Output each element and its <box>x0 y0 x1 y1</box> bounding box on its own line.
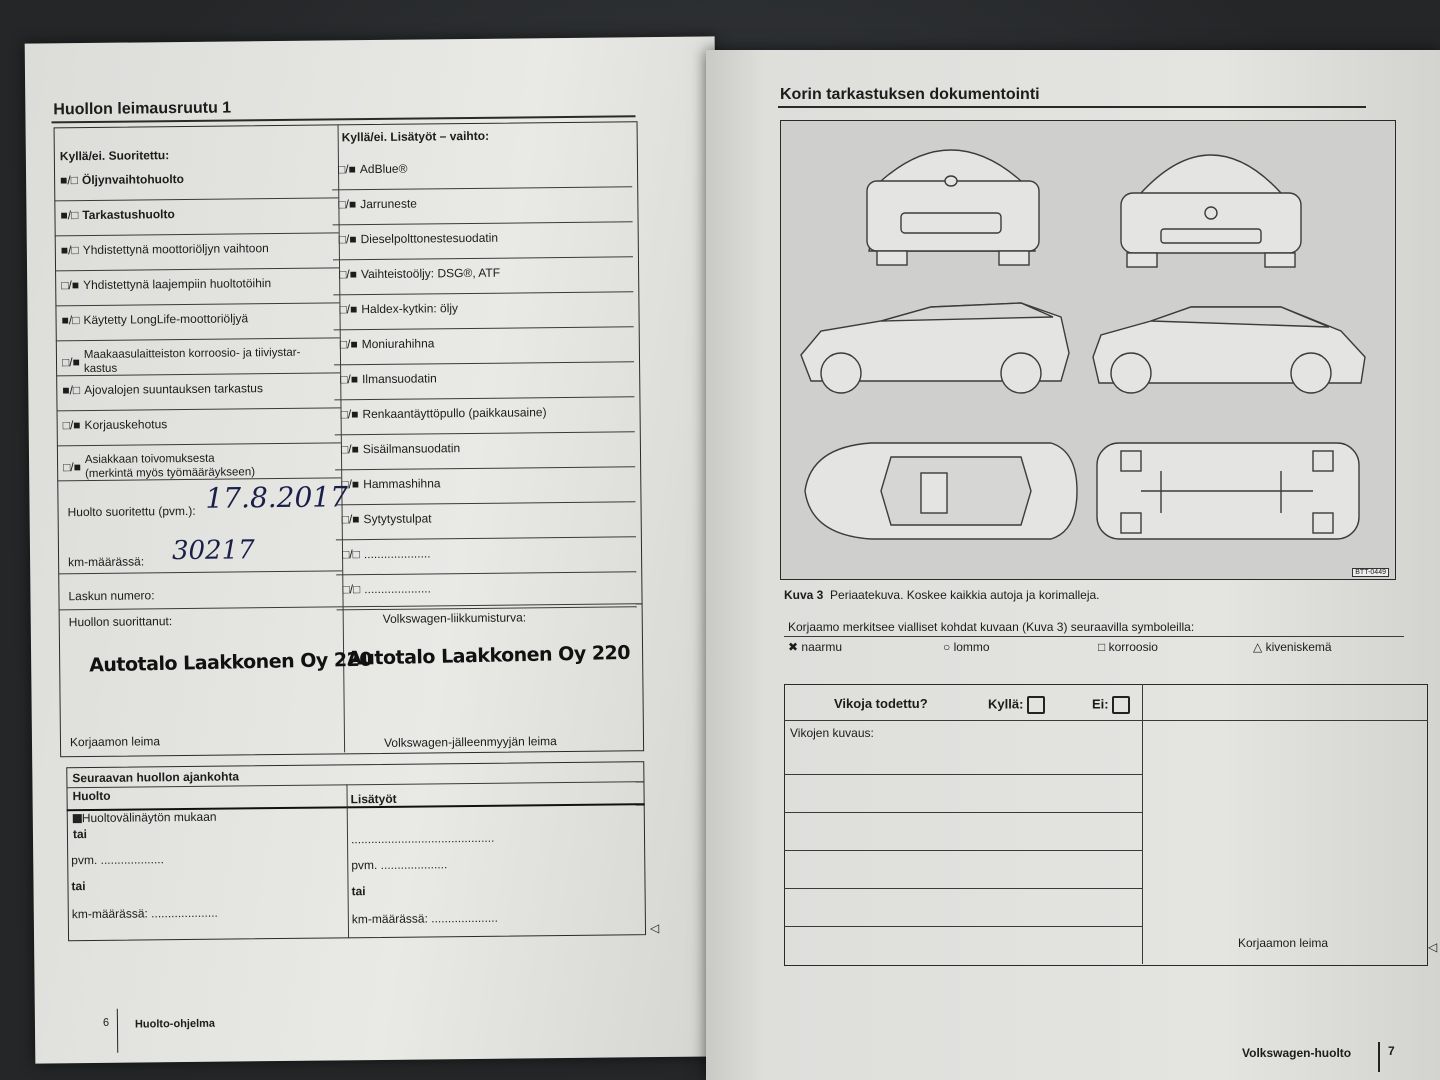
right-footer: Volkswagen-huolto <box>1242 1046 1352 1060</box>
col1-header: Kyllä/ei. Suoritettu: <box>59 148 170 164</box>
checkbox-pair[interactable]: □/■ <box>61 278 80 293</box>
col2-item <box>339 301 458 316</box>
symbol-label: korroosio <box>1108 640 1158 654</box>
next-dots: ........................................... <box>350 830 495 847</box>
next-date: pvm. ................... <box>71 852 164 868</box>
col2-item <box>341 441 460 456</box>
symbols-intro: Korjaamo merkitsee vialliset kohdat kuvaan (Kuva 3) seuraavilla symboleilla: <box>788 620 1195 634</box>
symbol-label: naarmu <box>801 640 843 654</box>
checkbox-pair[interactable]: □/■ <box>337 162 356 177</box>
col2-item <box>340 336 435 351</box>
col1-item <box>62 346 301 376</box>
km-value: 30217 <box>171 535 255 567</box>
checkbox-pair[interactable]: □/■ <box>341 477 360 492</box>
col1-item <box>62 381 263 397</box>
invoice-label: Laskun numero: <box>68 588 155 604</box>
left-footer: Huolto-ohjelma <box>134 1017 216 1031</box>
dealer-stamp: Autotalo Laakkonen Oy 220 <box>346 641 631 670</box>
col2-label: Sisäilmansuodatin <box>362 441 461 457</box>
yes-text: Kyllä: <box>988 696 1024 712</box>
row-line <box>784 888 1142 889</box>
caption-text: Periaatekuva. Koskee kaikkia autoja ja korimalleja. <box>830 588 1100 602</box>
checkbox-pair[interactable]: □/■ <box>338 197 357 212</box>
symbol-label: lommo <box>953 640 990 654</box>
row-line <box>784 850 1142 851</box>
col2-label: AdBlue® <box>359 161 408 177</box>
col2-label: Ilmansuodatin <box>361 371 437 387</box>
checkbox-pair[interactable]: □/■ <box>61 355 80 370</box>
next-or1: tai <box>72 827 88 842</box>
col2-item <box>341 405 547 421</box>
row-line <box>784 720 1428 721</box>
col1-item <box>60 207 174 222</box>
car-side-view-hatch <box>1093 307 1365 393</box>
yes-label <box>988 696 1045 714</box>
col1-label: Yhdistettynä laajempiin huoltotöihin <box>82 276 272 293</box>
checkbox-pair[interactable]: □/■ <box>340 407 359 422</box>
symbol-item <box>788 640 943 654</box>
workshop-stamp: Autotalo Laakkonen Oy 220 <box>88 648 373 677</box>
col2-label: Moniurahihna <box>361 336 435 352</box>
col2-item <box>340 371 437 386</box>
caption-label: Kuva 3 <box>784 588 824 602</box>
footer-rule <box>117 1009 118 1053</box>
next-km2: km-määrässä: .................... <box>351 910 498 927</box>
next-or3: tai <box>351 884 366 899</box>
col1-item <box>60 172 184 187</box>
next-col1: Huolto <box>72 788 111 804</box>
right-stamp-label: Korjaamon leima <box>1238 936 1329 950</box>
next-title: Seuraavan huollon ajankohta <box>72 769 240 786</box>
col1-label: Tarkastushuolto <box>82 207 175 223</box>
col2-item <box>341 476 440 491</box>
description-label: Vikojen kuvaus: <box>790 726 874 740</box>
car-front-view <box>1121 155 1301 267</box>
title-rule <box>778 106 1366 108</box>
checkbox-pair[interactable]: □/□ <box>342 582 361 597</box>
figure-caption <box>784 588 1100 602</box>
checkbox-pair[interactable]: ■/□ <box>60 173 79 188</box>
right-page <box>706 50 1440 1080</box>
workshop-stamp-label: Korjaamon leima <box>69 734 161 750</box>
symbol-item <box>943 640 1098 654</box>
left-page-number: 6 <box>102 1016 110 1029</box>
next-col2: Lisätyöt <box>350 791 397 807</box>
col1-label: Maakaasulaitteiston korroosio- ja tiiviystar- kastus <box>83 346 301 376</box>
symbols-legend <box>788 640 1408 654</box>
col1-label: Ajovalojen suuntauksen tarkastus <box>84 381 263 398</box>
symbol-glyph-icon: □ <box>1098 640 1109 654</box>
col1-label: Korjauskehotus <box>84 417 168 433</box>
next-or2: tai <box>71 879 86 894</box>
mobility-label: Volkswagen-liikkumisturva: <box>382 610 527 626</box>
col1-label: Yhdistettynä moottoriöljyn vaihtoon <box>82 241 269 258</box>
checkbox-pair[interactable]: ■/□ <box>60 243 79 258</box>
col1-item <box>62 311 249 327</box>
symbol-glyph-icon: ✖ <box>788 640 802 654</box>
symbol-item <box>1098 640 1253 654</box>
symbol-glyph-icon: △ <box>1253 640 1266 654</box>
service-date-label: Huolto suoritettu (pvm.): <box>67 503 196 520</box>
col2-item <box>342 581 431 596</box>
col2-label: Renkaantäyttöpullo (paikkausaine) <box>362 405 547 422</box>
symbol-item <box>1253 640 1408 654</box>
next-by-display <box>73 810 217 826</box>
checkbox-pair[interactable]: ■/□ <box>60 208 79 223</box>
col2-label: Vaihteistoöljy: DSG®, ATF <box>360 265 501 282</box>
col1-label: Käytetty LongLife-moottoriöljyä <box>83 311 249 328</box>
defects-table <box>784 684 1428 966</box>
car-underbody-view <box>1097 443 1359 539</box>
no-text: Ei: <box>1092 696 1109 712</box>
col1-item <box>61 276 271 292</box>
performed-by-label: Huollon suorittanut: <box>68 614 173 630</box>
service-date-value: 17.8.2017 <box>205 480 349 515</box>
defects-divider <box>1142 684 1143 964</box>
yes-checkbox[interactable] <box>1027 696 1045 714</box>
figure-code: BTT-0449 <box>1352 568 1389 577</box>
row-line <box>784 926 1142 927</box>
symbol-glyph-icon: ○ <box>943 640 954 654</box>
checkbox-pair[interactable]: □/■ <box>63 460 82 475</box>
triangle-icon: ◁ <box>649 921 660 936</box>
by-display-text: Huoltovälinäytön mukaan <box>81 809 217 826</box>
dealer-stamp-label: Volkswagen-jälleenmyyjän leima <box>383 734 557 750</box>
col2-item <box>339 266 500 282</box>
footer-rule <box>1378 1042 1380 1072</box>
col2-label: Hammashihna <box>363 476 441 492</box>
col1-item <box>63 417 168 432</box>
col1-item <box>61 241 269 257</box>
left-title: Huollon leimausruutu 1 <box>53 99 232 119</box>
car-diagram <box>780 120 1396 580</box>
symbol-label: kiveniskemä <box>1265 640 1332 654</box>
checkbox-pair[interactable]: □/■ <box>339 267 358 282</box>
row-line <box>784 812 1142 813</box>
col2-label: Jarruneste <box>360 196 417 212</box>
car-top-view <box>805 443 1077 539</box>
checkbox-pair[interactable]: □/■ <box>341 512 360 527</box>
car-diagram-svg <box>781 121 1395 579</box>
col2-item <box>342 546 431 561</box>
no-checkbox[interactable] <box>1112 696 1130 714</box>
row-line <box>784 774 1142 775</box>
col2-item <box>338 197 417 212</box>
col2-item <box>342 511 432 526</box>
checkbox-pair[interactable]: □/■ <box>339 302 358 317</box>
checkbox-pair[interactable]: □/□ <box>341 547 360 562</box>
checkbox-pair[interactable]: □/■ <box>339 337 358 352</box>
col2-item <box>338 162 408 177</box>
checkbox-pair[interactable]: □/■ <box>340 372 359 387</box>
col1-label: Öljynvaihtohuolto <box>81 171 185 188</box>
car-rear-view <box>867 150 1039 265</box>
col2-item <box>339 231 498 247</box>
checkbox-checked <box>73 814 82 823</box>
col2-header: Kyllä/ei. Lisätyöt – vaihto: <box>341 128 490 145</box>
checkbox-pair[interactable]: ■/□ <box>62 383 81 398</box>
next-km: km-määrässä: .................... <box>71 905 218 922</box>
right-title: Korin tarkastuksen dokumentointi <box>780 86 1040 103</box>
right-page-number: 7 <box>1388 1044 1395 1058</box>
checkbox-pair[interactable]: ■/□ <box>61 313 80 328</box>
row-line <box>784 636 1404 637</box>
checkbox-pair[interactable]: □/■ <box>338 232 357 247</box>
col1-item <box>63 451 255 481</box>
col2-label: Sytytystulpat <box>363 511 432 527</box>
triangle-icon: ◁ <box>1428 940 1438 954</box>
km-label: km-määrässä: <box>68 554 145 570</box>
car-side-view-sedan <box>801 303 1069 393</box>
checkbox-pair[interactable]: □/■ <box>340 442 359 457</box>
left-page <box>25 36 726 1063</box>
col2-label: Haldex-kytkin: öljy <box>361 301 459 317</box>
checkbox-pair[interactable]: □/■ <box>62 418 81 433</box>
next-date2: pvm. .................... <box>351 857 448 873</box>
col1-label: Asiakkaan toivomuksesta (merkintä myös työmääräykseen) <box>84 452 256 481</box>
col2-label: .................... <box>364 581 432 597</box>
defects-question: Vikoja todettu? <box>834 696 928 711</box>
col2-label: .................... <box>363 546 431 562</box>
no-label <box>1092 696 1130 714</box>
col2-label: Dieselpolttonestesuodatin <box>360 230 499 247</box>
